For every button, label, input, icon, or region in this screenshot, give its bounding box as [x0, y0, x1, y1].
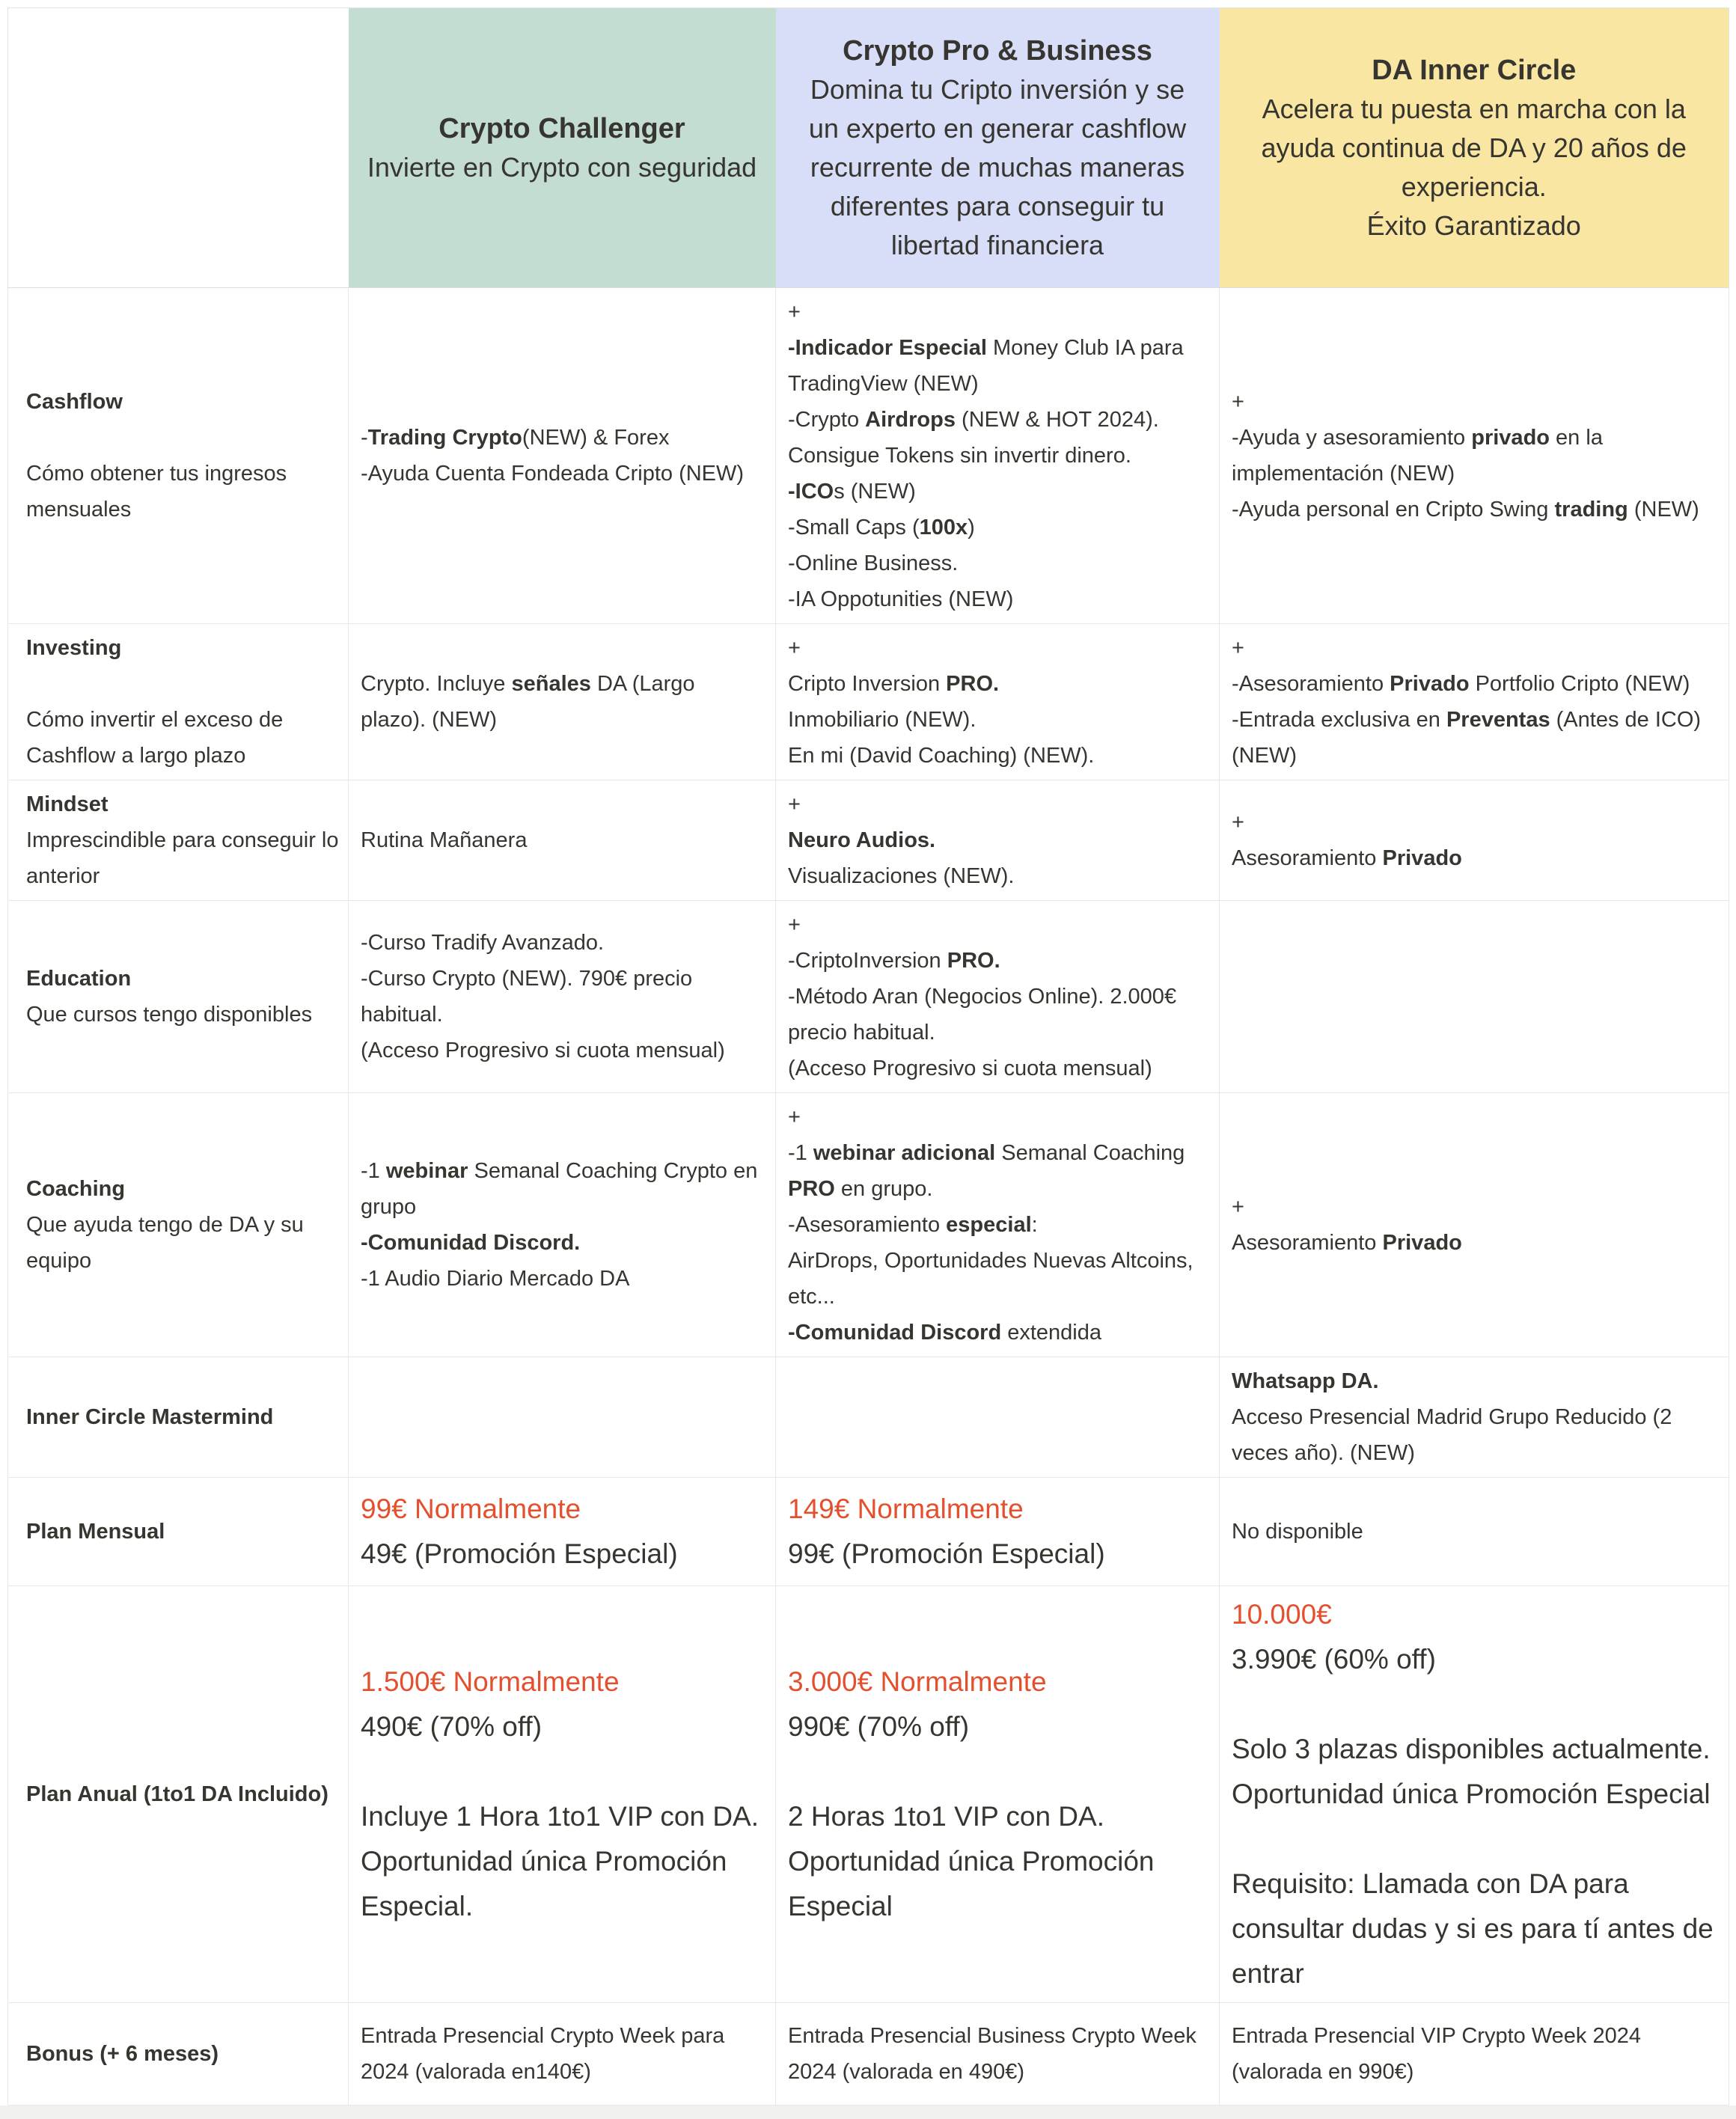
- plan-subtitle: Acelera tu puesta en marcha con la ayuda continua de DA y 20 años de experiencia.: [1261, 93, 1687, 202]
- text-line: Visualizaciones (NEW).: [788, 864, 1015, 888]
- text-line: AirDrops, Oportunidades Nuevas Altcoins, etc...: [788, 1249, 1194, 1309]
- cell-investing-crypto-challenger: [349, 624, 776, 780]
- text-line: Que cursos tengo disponibles: [26, 1003, 313, 1027]
- text-line: +: [788, 300, 801, 324]
- text-line: +: [1232, 636, 1244, 660]
- cell-inner-circle-mastermind-crypto-challenger: [349, 1357, 776, 1478]
- text-line: -Comunidad Discord.: [361, 1231, 581, 1255]
- row-label-cashflow: [8, 288, 349, 624]
- plan-subtitle: Invierte en Crypto con seguridad: [367, 151, 757, 183]
- text-line: -Ayuda Cuenta Fondeada Cripto (NEW): [361, 462, 745, 486]
- pricing-comparison-page: [0, 7, 1736, 2119]
- column-header-features: [8, 8, 349, 288]
- text-line: Plan Anual (1to1 DA Incluido): [26, 1782, 328, 1806]
- text-line: -IA Oppotunities (NEW): [788, 587, 1014, 611]
- text-line: -Entrada exclusiva en Preventas (Antes de ICO) (NEW): [1232, 708, 1702, 768]
- text-line: Whatsapp DA.: [1232, 1369, 1379, 1393]
- text-line: +: [788, 636, 801, 660]
- cell-education-crypto-pro-business: [776, 901, 1220, 1093]
- row-label-mindset: [8, 780, 349, 901]
- text-line: No disponible: [1232, 1520, 1363, 1544]
- text-line: Acceso Presencial Madrid Grupo Reducido (2 veces año). (NEW): [1232, 1405, 1672, 1465]
- text-line: -Ayuda personal en Cripto Swing trading (NEW): [1232, 498, 1699, 522]
- price-original: 3.000€ Normalmente: [788, 1666, 1047, 1697]
- plan-title: DA Inner Circle: [1372, 54, 1577, 86]
- text-line: [361, 1749, 760, 1794]
- row-label-bonus: [8, 2003, 349, 2106]
- text-line: [1232, 1682, 1714, 1727]
- text-line: [788, 1749, 1204, 1794]
- text-line: +: [1232, 390, 1244, 414]
- text-line: -Trading Crypto(NEW) & Forex: [361, 426, 670, 450]
- text-line: Asesoramiento Privado: [1232, 1231, 1462, 1255]
- price-original: 10.000€: [1232, 1599, 1332, 1630]
- text-line: Imprescindible para conseguir lo anterior: [26, 828, 339, 888]
- cell-bonus-da-inner-circle: [1220, 2003, 1729, 2106]
- plan-title: Crypto Challenger: [438, 112, 685, 144]
- text-line: Cashflow: [26, 390, 123, 414]
- text-line: Plan Mensual: [26, 1520, 165, 1544]
- cell-plan-anual-crypto-pro-business: [776, 1586, 1220, 2003]
- text-line: Cómo obtener tus ingresos mensuales: [26, 462, 287, 522]
- cell-inner-circle-mastermind-da-inner-circle: [1220, 1357, 1729, 1478]
- text-line: Mindset: [26, 792, 109, 816]
- text-line: -CriptoInversion PRO.: [788, 949, 1000, 973]
- text-line: En mi (David Coaching) (NEW).: [788, 744, 1095, 768]
- table-row-investing: [8, 624, 1729, 780]
- cell-cashflow-crypto-challenger: [349, 288, 776, 624]
- cell-education-crypto-challenger: [349, 901, 776, 1093]
- table-row-mindset: [8, 780, 1729, 901]
- text-line: 3.990€ (60% off): [1232, 1644, 1436, 1675]
- text-line: Cómo invertir el exceso de Cashflow a largo plazo: [26, 708, 284, 768]
- plan-subtitle: Domina tu Cripto inversión y se un experto en generar cashflow recurrente de muchas maneras diferentes para conseguir tu libertad financiera: [808, 73, 1187, 260]
- table-row-plan-anual: [8, 1586, 1729, 2003]
- text-line: Solo 3 plazas disponibles actualmente. Oportunidad única Promoción Especial: [1232, 1734, 1711, 1809]
- text-line: Requisito: Llamada con DA para consultar dudas y si es para tí antes de entrar: [1232, 1868, 1714, 1989]
- column-header-crypto-challenger: [349, 8, 776, 288]
- text-line: Coaching: [26, 1177, 126, 1201]
- text-line: 490€ (70% off): [361, 1711, 542, 1742]
- text-line: -Indicador Especial Money Club IA para TradingView (NEW): [788, 336, 1184, 396]
- text-line: 99€ (Promoción Especial): [788, 1538, 1105, 1569]
- text-line: (Acceso Progresivo si cuota mensual): [788, 1057, 1152, 1080]
- text-line: -Comunidad Discord extendida: [788, 1321, 1101, 1345]
- cell-coaching-crypto-challenger: [349, 1093, 776, 1357]
- row-label-investing: [8, 624, 349, 780]
- price-original: 1.500€ Normalmente: [361, 1666, 620, 1697]
- text-line: Bonus (+ 6 meses): [26, 2042, 219, 2066]
- text-line: Incluye 1 Hora 1to1 VIP con DA. Oportunidad única Promoción Especial.: [361, 1801, 760, 1921]
- text-line: [1232, 1817, 1714, 1862]
- text-line: -Online Business.: [788, 551, 959, 575]
- plan-subtitle: Éxito Garantizado: [1366, 210, 1581, 241]
- cell-plan-mensual-crypto-pro-business: [776, 1478, 1220, 1586]
- text-line: Rutina Mañanera: [361, 828, 528, 852]
- text-line: Crypto. Incluye señales DA (Largo plazo). (NEW): [361, 672, 695, 732]
- text-line: -1 webinar adicional Semanal Coaching PRO en grupo.: [788, 1141, 1185, 1201]
- text-line: +: [788, 1105, 801, 1129]
- text-line: +: [788, 913, 801, 937]
- table-row-bonus: [8, 2003, 1729, 2106]
- row-label-coaching: [8, 1093, 349, 1357]
- text-line: -Small Caps (100x): [788, 516, 975, 539]
- row-label-plan-anual: [8, 1586, 349, 2003]
- cell-plan-anual-crypto-challenger: [349, 1586, 776, 2003]
- text-line: -Asesoramiento Privado Portfolio Cripto (NEW): [1232, 672, 1690, 696]
- text-line: Neuro Audios.: [788, 828, 936, 852]
- text-line: -Ayuda y asesoramiento privado en la implementación (NEW): [1232, 426, 1603, 486]
- cell-mindset-crypto-pro-business: [776, 780, 1220, 901]
- column-header-da-inner-circle: [1220, 8, 1729, 288]
- text-line: (Acceso Progresivo si cuota mensual): [361, 1039, 725, 1062]
- text-line: +: [1232, 1195, 1244, 1219]
- cell-cashflow-crypto-pro-business: [776, 288, 1220, 624]
- text-line: 2 Horas 1to1 VIP con DA. Oportunidad única Promoción Especial: [788, 1801, 1155, 1921]
- page-bottom-strip: [0, 2106, 1736, 2119]
- cell-investing-da-inner-circle: [1220, 624, 1729, 780]
- text-line: Entrada Presencial Business Crypto Week 2024 (valorada en 490€): [788, 2024, 1196, 2084]
- cell-investing-crypto-pro-business: [776, 624, 1220, 780]
- table-row-education: [8, 901, 1729, 1093]
- cell-plan-mensual-da-inner-circle: [1220, 1478, 1729, 1586]
- cell-inner-circle-mastermind-crypto-pro-business: [776, 1357, 1220, 1478]
- text-line: Cripto Inversion PRO.: [788, 672, 1000, 696]
- row-label-plan-mensual: [8, 1478, 349, 1586]
- text-line: -Método Aran (Negocios Online). 2.000€ precio habitual.: [788, 985, 1177, 1045]
- text-line: Inner Circle Mastermind: [26, 1405, 274, 1429]
- text-line: -Curso Tradify Avanzado.: [361, 931, 605, 955]
- text-line: Entrada Presencial VIP Crypto Week 2024 (valorada en 990€): [1232, 2024, 1642, 2084]
- table-body: [8, 288, 1729, 2106]
- cell-plan-mensual-crypto-challenger: [349, 1478, 776, 1586]
- table-header: [8, 8, 1729, 288]
- text-line: -1 webinar Semanal Coaching Crypto en grupo: [361, 1159, 758, 1219]
- text-line: -ICOs (NEW): [788, 480, 916, 504]
- column-header-crypto-pro-business: [776, 8, 1220, 288]
- cell-mindset-da-inner-circle: [1220, 780, 1729, 901]
- cell-coaching-crypto-pro-business: [776, 1093, 1220, 1357]
- cell-bonus-crypto-challenger: [349, 2003, 776, 2106]
- text-line: -Curso Crypto (NEW). 790€ precio habitual.: [361, 967, 693, 1027]
- text-line: -Asesoramiento especial:: [788, 1213, 1038, 1237]
- table-row-cashflow: [8, 288, 1729, 624]
- cell-coaching-da-inner-circle: [1220, 1093, 1729, 1357]
- plan-title: Crypto Pro & Business: [843, 34, 1152, 67]
- row-label-education: [8, 901, 349, 1093]
- cell-bonus-crypto-pro-business: [776, 2003, 1220, 2106]
- text-line: Education: [26, 967, 132, 991]
- text-line: Investing: [26, 636, 122, 660]
- text-line: 990€ (70% off): [788, 1711, 970, 1742]
- table-row-plan-mensual: [8, 1478, 1729, 1586]
- text-line: [26, 666, 340, 702]
- text-line: -Crypto Airdrops (NEW & HOT 2024). Consigue Tokens sin invertir dinero.: [788, 408, 1159, 468]
- text-line: +: [1232, 810, 1244, 834]
- table-row-inner-circle-mastermind: [8, 1357, 1729, 1478]
- text-line: Que ayuda tengo de DA y su equipo: [26, 1213, 304, 1273]
- text-line: Asesoramiento Privado: [1232, 846, 1462, 870]
- text-line: -1 Audio Diario Mercado DA: [361, 1267, 630, 1291]
- row-label-inner-circle-mastermind: [8, 1357, 349, 1478]
- cell-plan-anual-da-inner-circle: [1220, 1586, 1729, 2003]
- cell-education-da-inner-circle: [1220, 901, 1729, 1093]
- text-line: +: [788, 792, 801, 816]
- text-line: Entrada Presencial Crypto Week para 2024 (valorada en140€): [361, 2024, 725, 2084]
- table-row-coaching: [8, 1093, 1729, 1357]
- price-original: 149€ Normalmente: [788, 1493, 1024, 1524]
- text-line: 49€ (Promoción Especial): [361, 1538, 678, 1569]
- pricing-table: [7, 7, 1729, 2106]
- price-original: 99€ Normalmente: [361, 1493, 581, 1524]
- text-line: Inmobiliario (NEW).: [788, 708, 977, 732]
- cell-mindset-crypto-challenger: [349, 780, 776, 901]
- cell-cashflow-da-inner-circle: [1220, 288, 1729, 624]
- text-line: [26, 420, 340, 456]
- header-row: [8, 8, 1729, 288]
